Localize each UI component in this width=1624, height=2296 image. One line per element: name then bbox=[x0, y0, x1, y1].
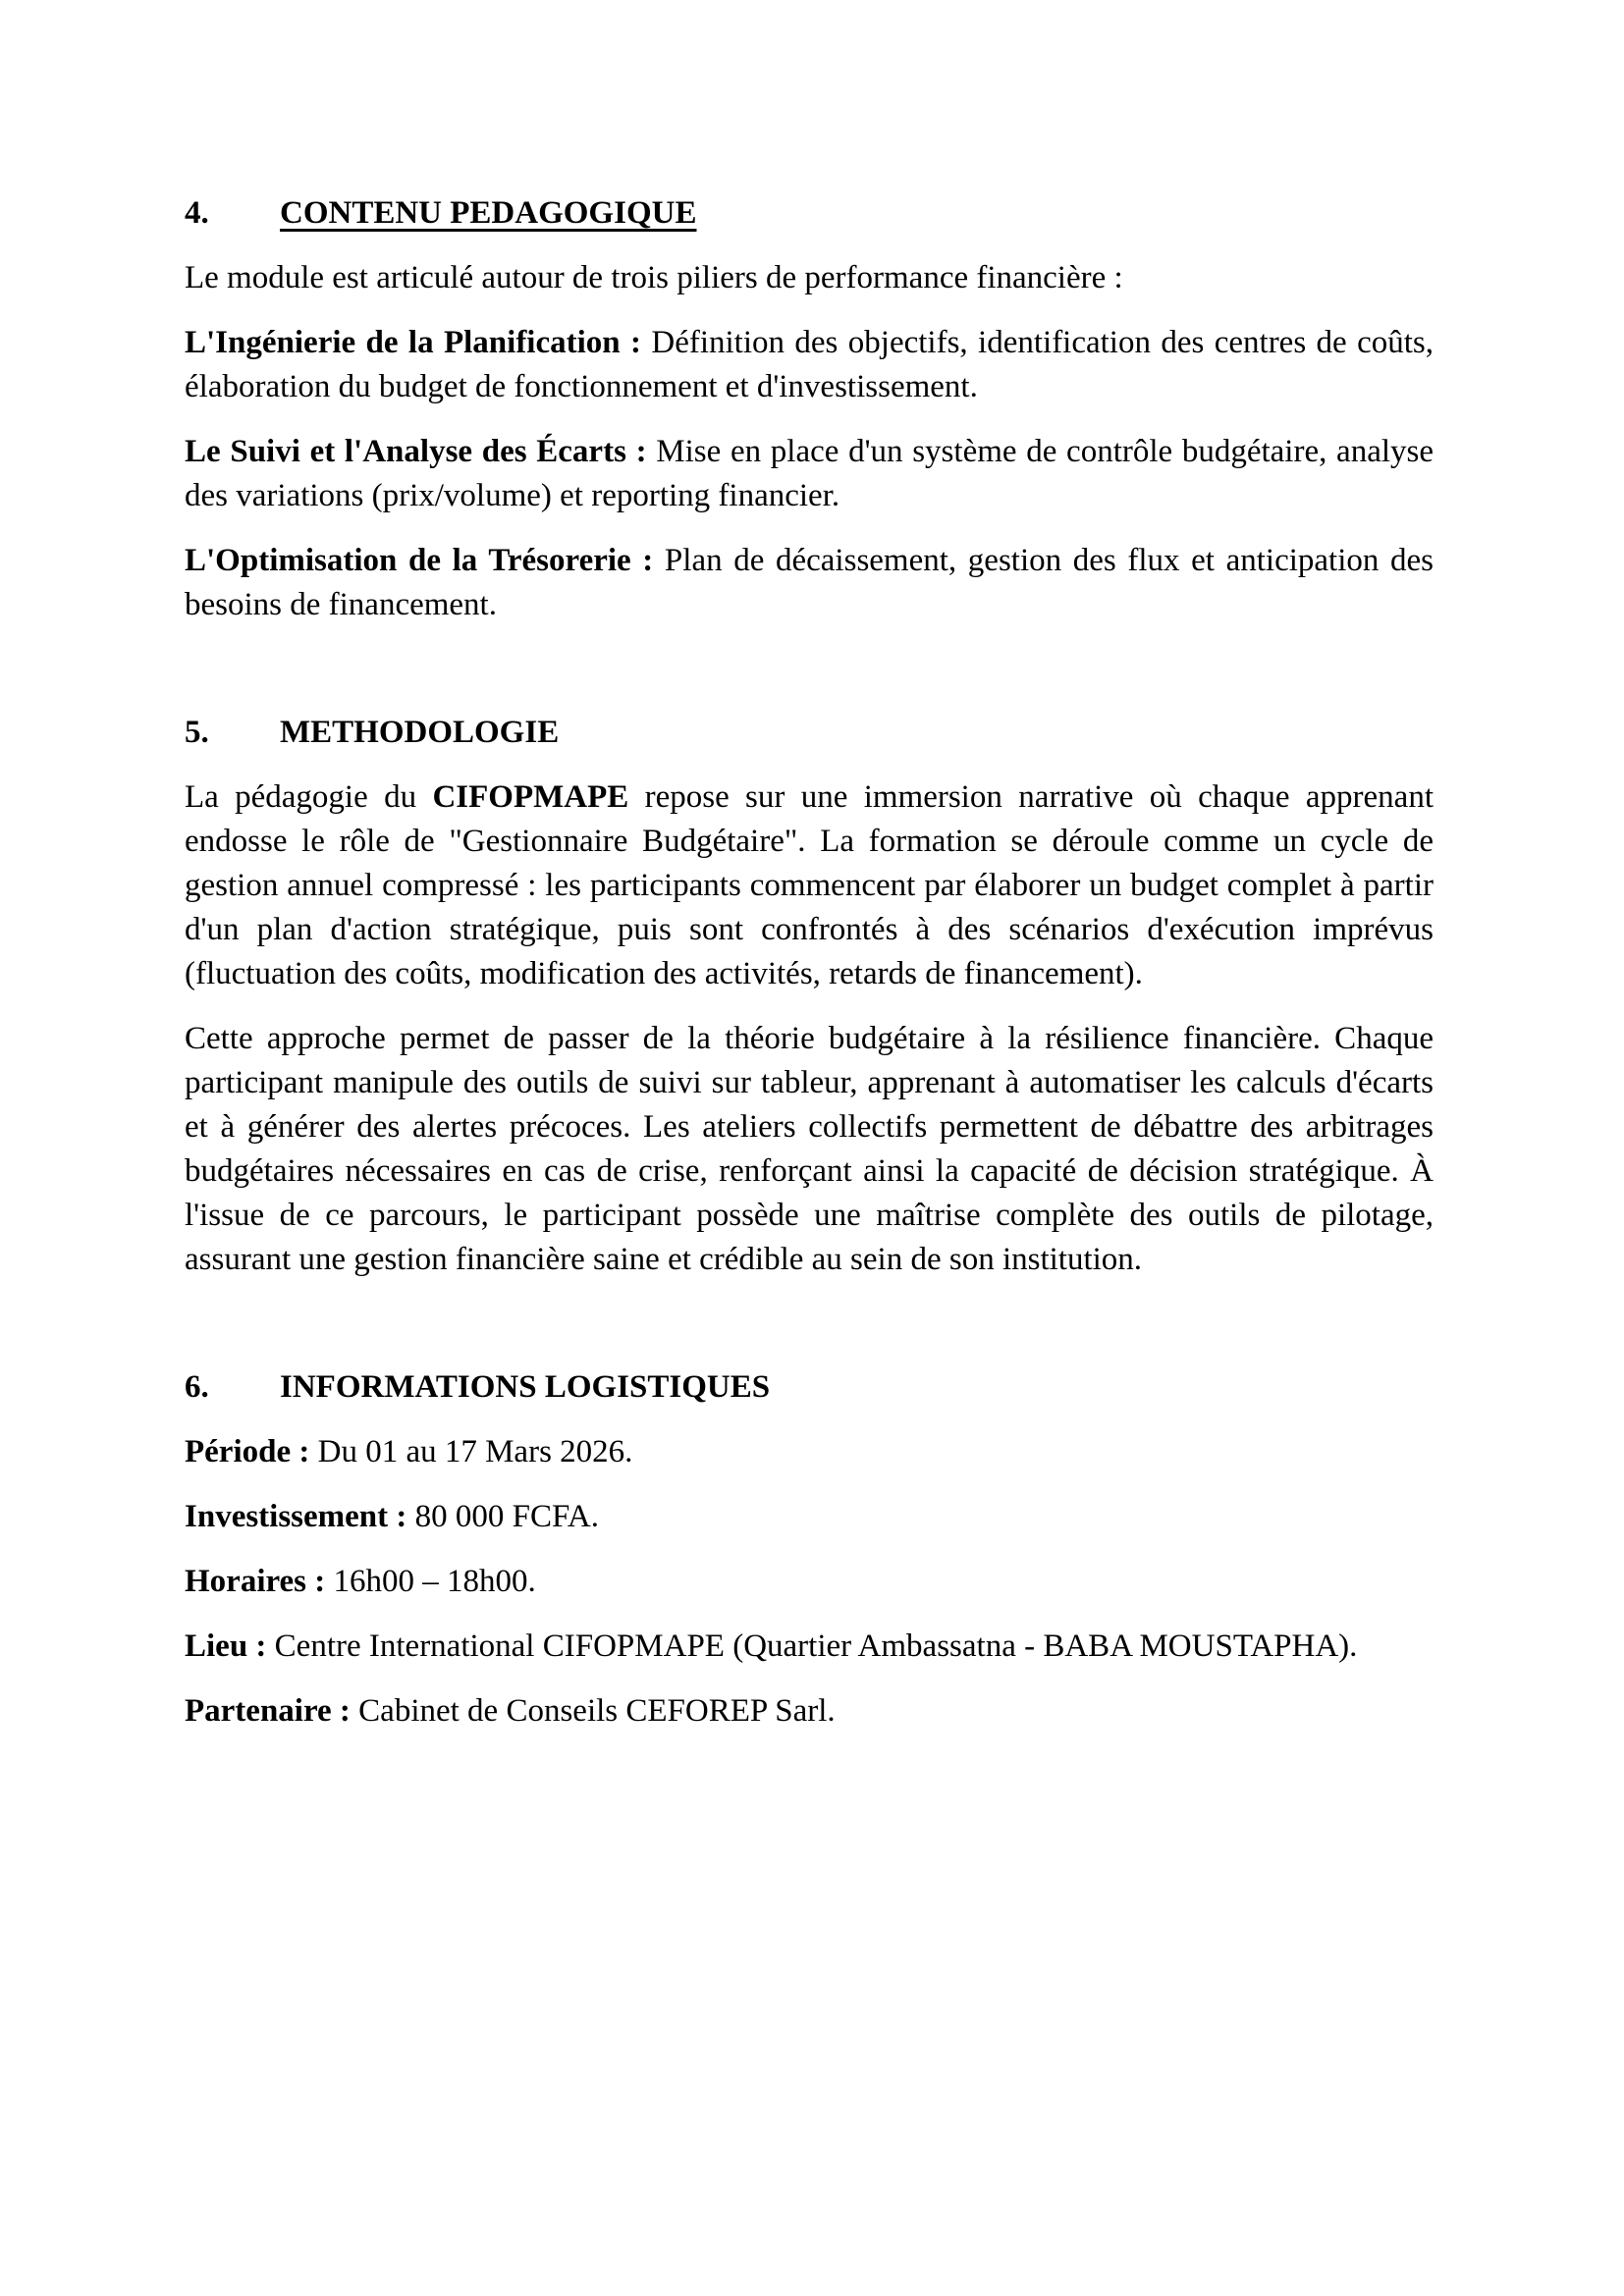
info-lieu bbox=[185, 1625, 1434, 1669]
info-partenaire-value: Cabinet de Conseils CEFOREP Sarl. bbox=[350, 1693, 836, 1729]
section-5-heading bbox=[185, 711, 1434, 755]
info-periode-label: Période : bbox=[185, 1434, 310, 1469]
paragraph-text: repose sur une immersion narrative où chaque apprenant endosse le rôle de "Gestionnaire Budgétaire". La formation se déroule comme un cycle de gestion annuel compressé : les participants commencent par élaborer un budget complet à partir d'un plan d'action stratégique, puis sont confrontés à des scénarios d'exécution imprévus (fluctuation des coûts, modification des activités, retards de financement). bbox=[185, 779, 1434, 991]
section-5-number: 5. bbox=[185, 715, 209, 750]
info-horaires-label: Horaires : bbox=[185, 1564, 326, 1599]
methodology-paragraph-1 bbox=[185, 775, 1434, 996]
section-5-title: METHODOLOGIE bbox=[280, 715, 560, 750]
pillar-planification-label: L'Ingénierie de la Planification : bbox=[185, 325, 641, 360]
info-lieu-value: Centre International CIFOPMAPE (Quartier Ambassatna - BABA MOUSTAPHA). bbox=[266, 1629, 1358, 1664]
info-partenaire-label: Partenaire : bbox=[185, 1693, 351, 1729]
pillar-tresorerie-paragraph bbox=[185, 539, 1434, 627]
section-methodologie bbox=[185, 711, 1434, 1282]
paragraph-text: Plan de décaissement, gestion des flux et anticipation des besoins de financement. bbox=[185, 543, 1434, 622]
info-horaires-value: 16h00 – 18h00. bbox=[325, 1564, 536, 1599]
section-6-title: INFORMATIONS LOGISTIQUES bbox=[280, 1369, 771, 1405]
section-4-title: CONTENU PEDAGOGIQUE bbox=[280, 195, 697, 231]
paragraph-text: Cette approche permet de passer de la théorie budgétaire à la résilience financière. Chaque participant manipule des outils de suivi sur tableur, apprenant à automatiser les calculs d'écarts et à générer des alertes précoces. Les ateliers collectifs permettent de débattre des arbitrages budgétaires nécessaires en cas de crise, renforçant ainsi la capacité de décision stratégique. À l'issue de ce parcours, le participant possède une maîtrise complète des outils de pilotage, assurant une gestion financière saine et crédible au sein de son institution. bbox=[185, 1021, 1434, 1277]
intro-paragraph bbox=[185, 256, 1434, 300]
section-6-number: 6. bbox=[185, 1369, 209, 1405]
paragraph-text: La pédagogie du bbox=[185, 779, 433, 815]
info-investissement bbox=[185, 1495, 1434, 1539]
paragraph-text: Définition des objectifs, identification des centres de coûts, élaboration du budget de fonctionnement et d'investissement. bbox=[185, 325, 1434, 404]
section-informations-logistiques bbox=[185, 1365, 1434, 1734]
pillar-suivi-ecarts-paragraph bbox=[185, 430, 1434, 518]
info-lieu-label: Lieu : bbox=[185, 1629, 267, 1664]
info-horaires bbox=[185, 1560, 1434, 1604]
pillar-tresorerie-label: L'Optimisation de la Trésorerie : bbox=[185, 543, 654, 578]
paragraph-text: Mise en place d'un système de contrôle budgétaire, analyse des variations (prix/volume) et reporting financier. bbox=[185, 434, 1434, 513]
pillar-suivi-ecarts-label: Le Suivi et l'Analyse des Écarts : bbox=[185, 434, 647, 469]
section-contenu-pedagogique bbox=[185, 191, 1434, 627]
info-periode-value: Du 01 au 17 Mars 2026. bbox=[309, 1434, 633, 1469]
info-investissement-label: Investissement : bbox=[185, 1499, 407, 1534]
info-periode bbox=[185, 1430, 1434, 1474]
methodology-paragraph-2 bbox=[185, 1017, 1434, 1282]
section-6-heading bbox=[185, 1365, 1434, 1410]
cifopmape-emphasis: CIFOPMAPE bbox=[432, 779, 629, 815]
paragraph-text: Le module est articulé autour de trois piliers de performance financière : bbox=[185, 260, 1123, 295]
section-4-heading bbox=[185, 191, 1434, 236]
info-investissement-value: 80 000 FCFA. bbox=[406, 1499, 600, 1534]
info-partenaire bbox=[185, 1689, 1434, 1734]
section-4-number: 4. bbox=[185, 195, 209, 231]
pillar-planification-paragraph bbox=[185, 321, 1434, 409]
